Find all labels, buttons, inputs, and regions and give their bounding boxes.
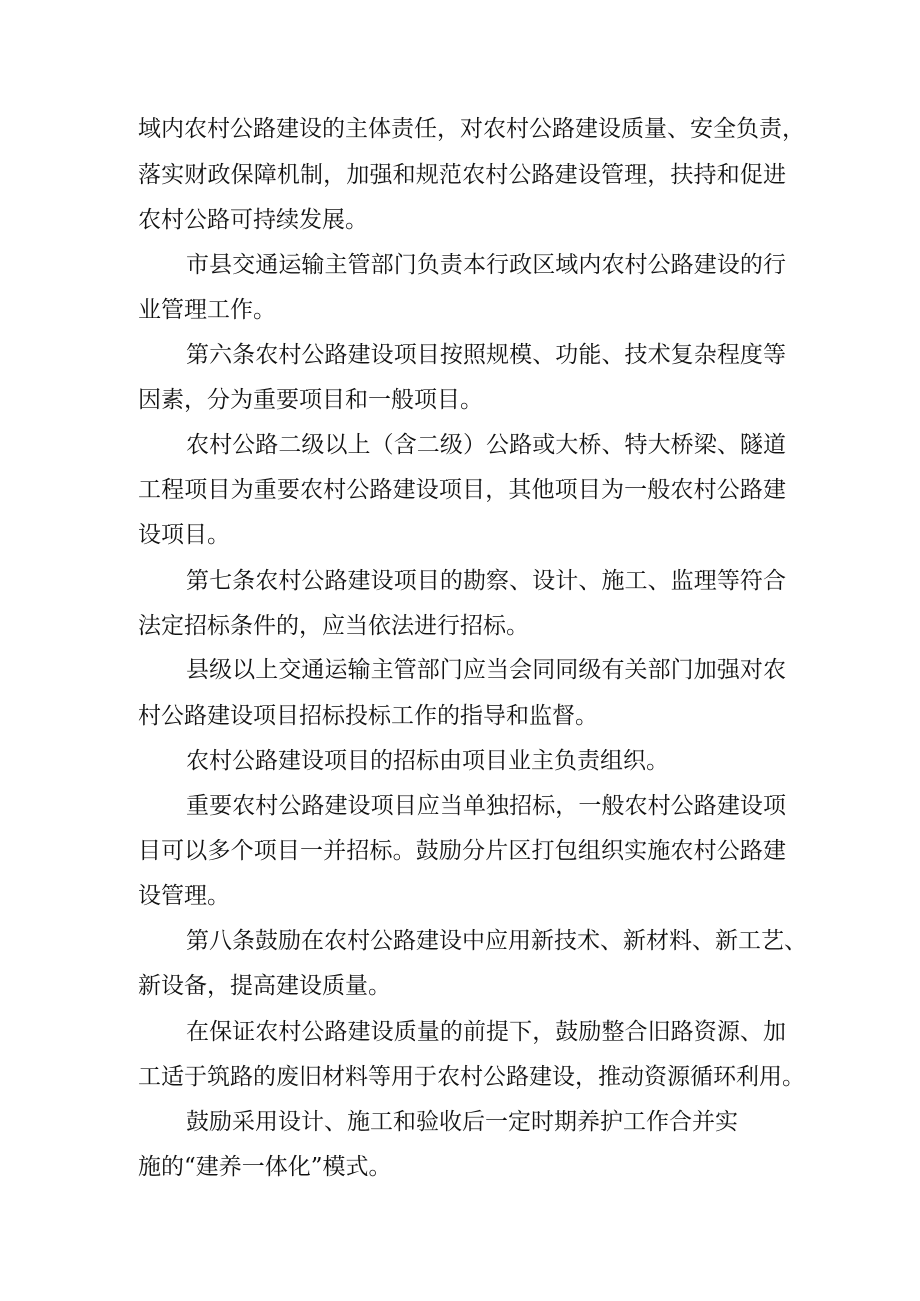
text-line-6: 第六条农村公路建设项目按照规模、功能、技术复杂程度等 bbox=[186, 342, 786, 368]
text-line-10: 设项目。 bbox=[138, 522, 230, 548]
text-line-23: 鼓励采用设计、施工和验收后一定时期养护工作合并实 bbox=[186, 1109, 738, 1135]
text-line-2: 落实财政保障机制，加强和规范农村公路建设管理，扶持和促进 bbox=[138, 162, 786, 188]
text-line-19: 第八条鼓励在农村公路建设中应用新技术、新材料、新工艺、 bbox=[186, 928, 807, 954]
text-line-9: 工程项目为重要农村公路建设项目，其他项目为一般农村公路建 bbox=[138, 477, 786, 503]
text-line-7: 因素，分为重要项目和一般项目。 bbox=[138, 387, 483, 413]
text-line-22: 工适于筑路的废旧材料等用于农村公路建设，推动资源循环利用。 bbox=[138, 1064, 805, 1090]
text-line-20: 新设备，提高建设质量。 bbox=[138, 973, 391, 999]
text-line-8: 农村公路二级以上（含二级）公路或大桥、特大桥梁、隧道 bbox=[186, 432, 786, 458]
text-line-4: 市县交通运输主管部门负责本行政区域内农村公路建设的行 bbox=[186, 252, 786, 278]
text-line-14: 村公路建设项目招标投标工作的指导和监督。 bbox=[138, 703, 598, 729]
text-line-12: 法定招标条件的，应当依法进行招标。 bbox=[138, 613, 529, 639]
text-line-5: 业管理工作。 bbox=[138, 297, 276, 323]
text-line-24: 施的“建养一体化”模式。 bbox=[138, 1154, 392, 1180]
text-line-1: 域内农村公路建设的主体责任，对农村公路建设质量、安全负责， bbox=[138, 116, 805, 142]
text-line-18: 设管理。 bbox=[138, 883, 230, 909]
text-line-11: 第七条农村公路建设项目的勘察、设计、施工、监理等符合 bbox=[186, 568, 786, 594]
text-line-13: 县级以上交通运输主管部门应当会同同级有关部门加强对农 bbox=[186, 657, 786, 683]
text-line-17: 目可以多个项目一并招标。鼓励分片区打包组织实施农村公路建 bbox=[138, 838, 786, 864]
text-line-21: 在保证农村公路建设质量的前提下，鼓励整合旧路资源、加 bbox=[186, 1019, 786, 1045]
text-line-3: 农村公路可持续发展。 bbox=[138, 207, 368, 233]
text-line-15: 农村公路建设项目的招标由项目业主负责组织。 bbox=[186, 748, 669, 774]
text-line-16: 重要农村公路建设项目应当单独招标，一般农村公路建设项 bbox=[186, 793, 786, 819]
